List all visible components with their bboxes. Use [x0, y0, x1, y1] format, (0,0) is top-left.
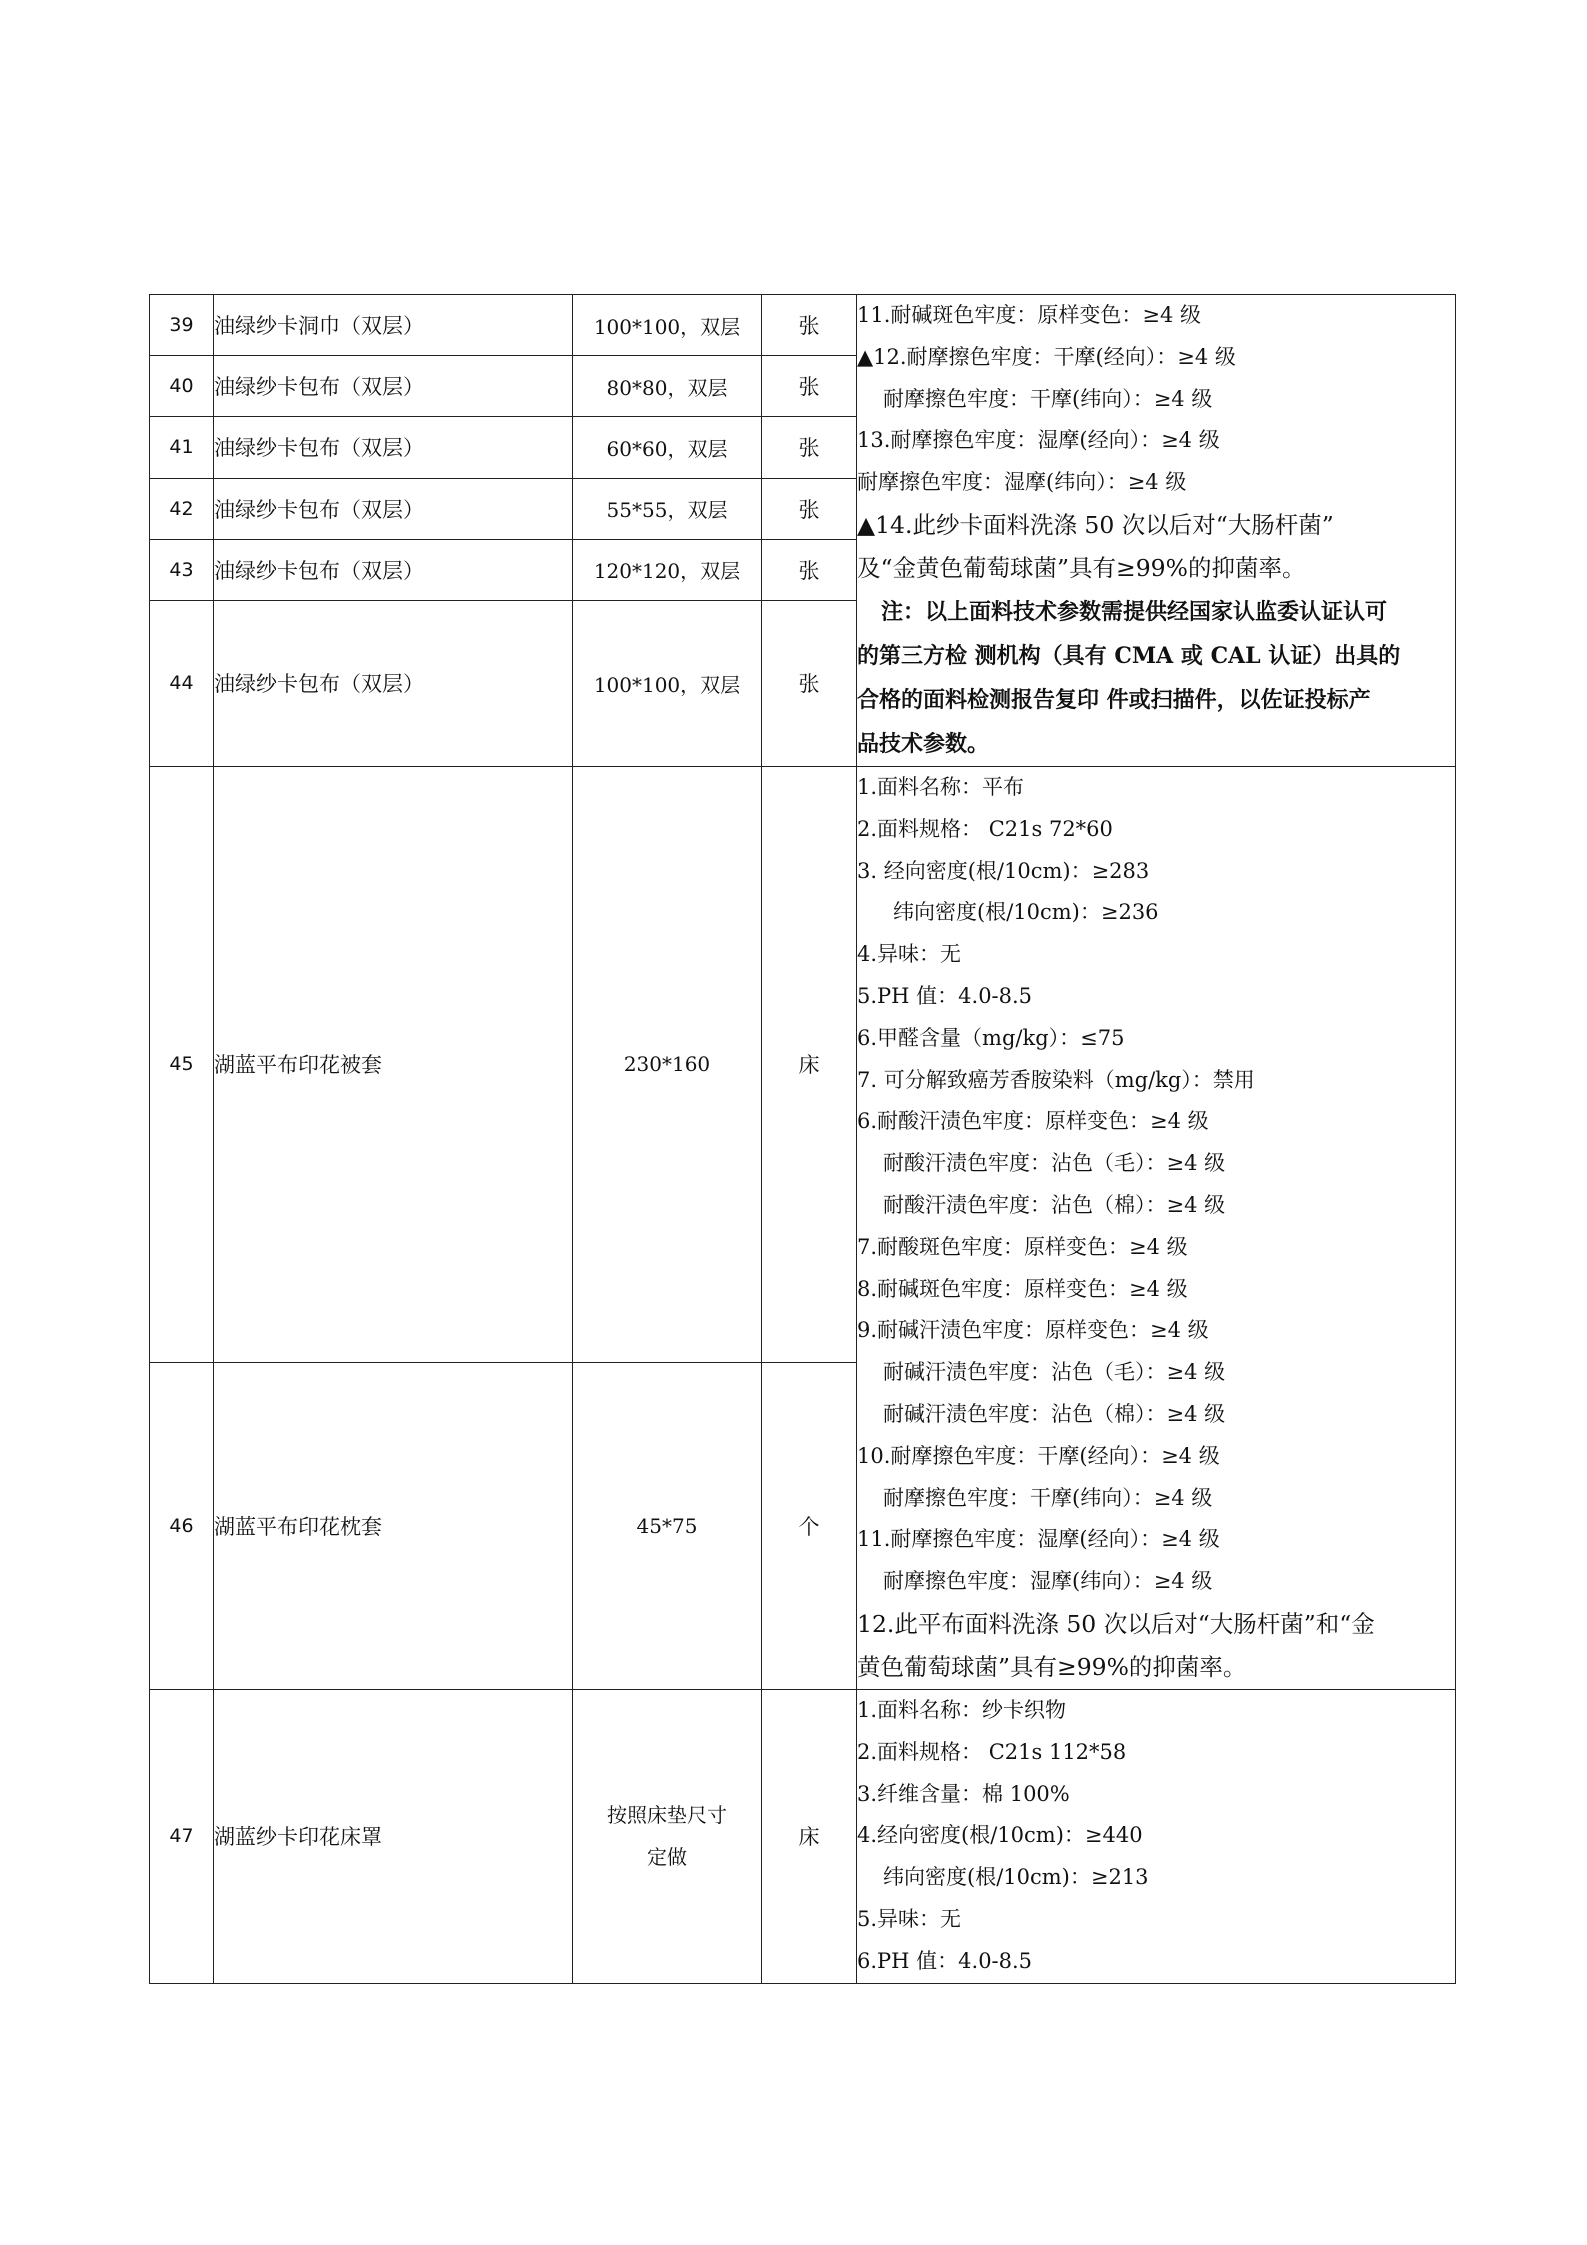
antibacterial-requirement-cont: 及“金黄色葡萄球菌”具有≥99%的抑菌率。 [857, 553, 1306, 582]
item-size: 60*60，双层 [573, 417, 762, 478]
note-line: 品技术参数。 [857, 730, 990, 757]
item-size-line: 按照床垫尺寸 [607, 1803, 727, 1828]
spec-cell-fabric-c [857, 1689, 1456, 1983]
spec-line: 2.面料规格： C21s 112*58 [857, 1739, 1127, 1764]
spec-line: 10.耐摩擦色牢度：干摩(经向）：≥4 级 [857, 1443, 1220, 1468]
row-number: 47 [150, 1689, 214, 1983]
spec-line: 5.PH 值：4.0-8.5 [857, 983, 1033, 1008]
spec-line: 5.异味：无 [857, 1906, 962, 1931]
row-number: 43 [150, 539, 214, 600]
spec-line: 6.耐酸汗渍色牢度：原样变色：≥4 级 [857, 1109, 1209, 1134]
row-number: 45 [150, 766, 214, 1362]
spec-table [149, 294, 1456, 1984]
table-row [150, 766, 1456, 1362]
spec-cell-fabric-b [857, 766, 1456, 1689]
item-size: 230*160 [573, 766, 762, 1362]
spec-line: 11.耐摩擦色牢度：湿摩(经向）：≥4 级 [857, 1527, 1220, 1552]
spec-line: 11.耐碱斑色牢度：原样变色：≥4 级 [857, 303, 1202, 327]
row-number: 41 [150, 417, 214, 478]
antibacterial-requirement: 12.此平布面料洗涤 50 次以后对“大肠杆菌”和“金 [857, 1609, 1375, 1638]
item-unit: 床 [762, 1689, 857, 1983]
item-size: 80*80，双层 [573, 356, 762, 417]
item-unit: 张 [762, 478, 857, 539]
item-unit: 张 [762, 295, 857, 356]
item-name: 湖蓝平布印花被套 [214, 766, 573, 1362]
item-unit: 张 [762, 600, 857, 766]
spec-cell-fabric-a [857, 295, 1456, 767]
item-name: 油绿纱卡包布（双层） [214, 539, 573, 600]
spec-line: 7. 可分解致癌芳香胺染料（mg/kg）：禁用 [857, 1067, 1255, 1092]
spec-line: 3.纤维含量：棉 100% [857, 1781, 1070, 1806]
item-size: 55*55，双层 [573, 478, 762, 539]
spec-line: 耐摩擦色牢度：湿摩(纬向）：≥4 级 [857, 470, 1187, 495]
item-size: 120*120，双层 [573, 539, 762, 600]
spec-line: 耐碱汗渍色牢度：沾色（毛）：≥4 级 [883, 1360, 1226, 1385]
spec-line: 1.面料名称：纱卡织物 [857, 1697, 1067, 1722]
row-number: 40 [150, 356, 214, 417]
item-name: 湖蓝纱卡印花床罩 [214, 1689, 573, 1983]
row-number: 44 [150, 600, 214, 766]
spec-line: 4.经向密度(根/10cm)：≥440 [857, 1823, 1143, 1848]
spec-line: 耐碱汗渍色牢度：沾色（棉）：≥4 级 [883, 1401, 1226, 1426]
antibacterial-requirement-cont: 黄色葡萄球菌”具有≥99%的抑菌率。 [857, 1652, 1247, 1681]
item-unit: 张 [762, 539, 857, 600]
item-name: 油绿纱卡包布（双层） [214, 417, 573, 478]
spec-line: 纬向密度(根/10cm)：≥236 [893, 900, 1159, 925]
item-unit: 张 [762, 356, 857, 417]
spec-line: 耐酸汗渍色牢度：沾色（毛）：≥4 级 [883, 1151, 1226, 1176]
row-number: 39 [150, 295, 214, 356]
item-size: 100*100，双层 [573, 600, 762, 766]
spec-line: 6.甲醛含量（mg/kg）：≤75 [857, 1025, 1125, 1050]
spec-line: ▲12.耐摩擦色牢度：干摩(经向）：≥4 级 [857, 344, 1236, 369]
item-unit: 床 [762, 766, 857, 1362]
note-line: 的第三方检 测机构（具有 CMA 或 CAL 认证）出具的 [857, 642, 1401, 669]
spec-line: 1.面料名称：平布 [857, 774, 1025, 799]
spec-line: 纬向密度(根/10cm)：≥213 [883, 1865, 1149, 1890]
spec-line: 耐酸汗渍色牢度：沾色（棉）：≥4 级 [883, 1192, 1226, 1217]
spec-line: 6.PH 值：4.0-8.5 [857, 1948, 1033, 1973]
row-number: 42 [150, 478, 214, 539]
spec-line: 3. 经向密度(根/10cm)：≥283 [857, 858, 1150, 883]
antibacterial-requirement: ▲14.此纱卡面料洗涤 50 次以后对“大肠杆菌” [857, 510, 1334, 539]
spec-line: 耐摩擦色牢度：湿摩(纬向）：≥4 级 [883, 1569, 1213, 1594]
spec-line: 4.异味：无 [857, 942, 962, 967]
table-row [150, 295, 1456, 356]
note-line: 注：以上面料技术参数需提供经国家认监委认证认可 [881, 598, 1388, 625]
spec-line: 8.耐碱斑色牢度：原样变色：≥4 级 [857, 1276, 1188, 1301]
item-name: 油绿纱卡洞巾（双层） [214, 295, 573, 356]
note-line: 合格的面料检测报告复印 件或扫描件，以佐证投标产 [857, 686, 1371, 713]
item-size: 100*100，双层 [573, 295, 762, 356]
spec-line: 耐摩擦色牢度：干摩(纬向）：≥4 级 [883, 1485, 1213, 1510]
item-unit: 个 [762, 1362, 857, 1689]
item-name: 湖蓝平布印花枕套 [214, 1362, 573, 1689]
spec-line: 耐摩擦色牢度：干摩(纬向）：≥4 级 [883, 386, 1213, 411]
row-number: 46 [150, 1362, 214, 1689]
item-name: 油绿纱卡包布（双层） [214, 600, 573, 766]
item-size-line: 定做 [647, 1845, 687, 1870]
spec-line: 13.耐摩擦色牢度：湿摩(经向）：≥4 级 [857, 428, 1220, 453]
item-name: 油绿纱卡包布（双层） [214, 356, 573, 417]
table-row [150, 1689, 1456, 1983]
spec-line: 2.面料规格： C21s 72*60 [857, 816, 1113, 841]
item-size [573, 1689, 762, 1983]
spec-line: 7.耐酸斑色牢度：原样变色：≥4 级 [857, 1234, 1188, 1259]
item-name: 油绿纱卡包布（双层） [214, 478, 573, 539]
item-size: 45*75 [573, 1362, 762, 1689]
item-unit: 张 [762, 417, 857, 478]
spec-line: 9.耐碱汗渍色牢度：原样变色：≥4 级 [857, 1318, 1209, 1343]
